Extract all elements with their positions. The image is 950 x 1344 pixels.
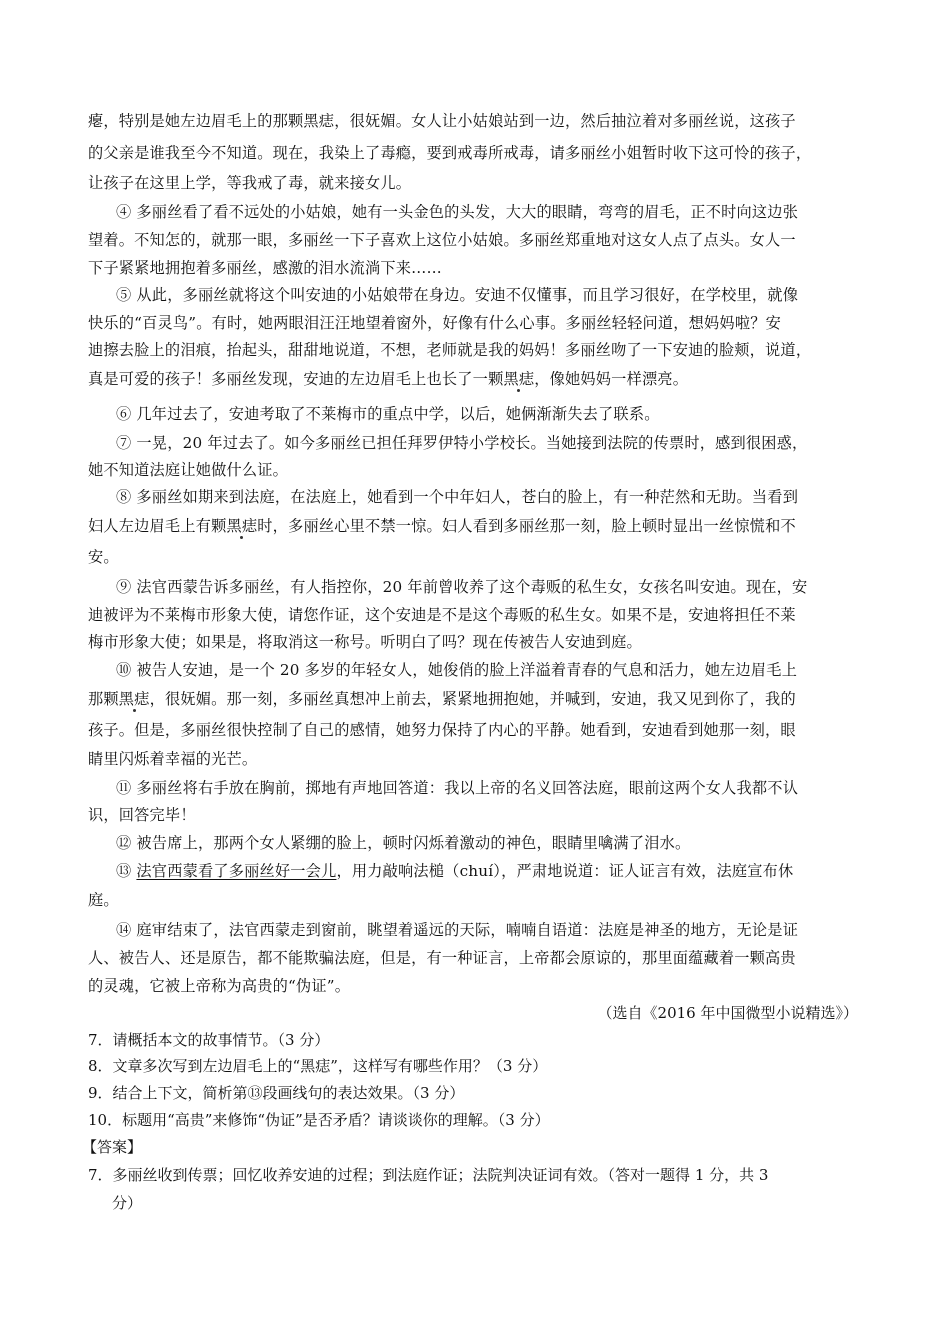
- paragraph-3-line-1: 瘪，特别是她左边眉毛上的那颗黑痣，很妩媚。女人让小姑娘站到一边，然后抽泣着对多丽丝说，这孩子: [88, 112, 796, 130]
- question-9: 9．结合上下文，简析第⑬段画线句的表达效果。（3 分）: [88, 1084, 465, 1102]
- paragraph-8-line-2-text-b: 时，多丽丝心里不禁一惊。妇人看到多丽丝那一刻，脸上顿时显出一丝惊慌和不: [257, 517, 796, 535]
- paragraph-12: ⑫ 被告席上，那两个女人紧绷的脸上，顿时闪烁着激动的神色，眼睛里噙满了泪水。: [116, 834, 691, 852]
- paragraph-10-line-4: 睛里闪烁着幸福的光芒。: [88, 750, 258, 768]
- paragraph-10-line-2: [88, 686, 860, 713]
- paragraph-14-line-2: 人、被告人、还是原告，都不能欺骗法庭，但是，有一种证言，上帝都会原谅的，那里面蕴藏着一颗高贵: [88, 949, 796, 967]
- emphasis-mark-mole: 黑痣: [118, 690, 150, 708]
- question-8: 8．文章多次写到左边眉毛上的“黑痣”，这样写有哪些作用？（3 分）: [88, 1057, 548, 1075]
- paragraph-9-line-1: ⑨ 法官西蒙告诉多丽丝，有人指控你，20 年前曾收养了这个毒贩的私生女，女孩名叫安迪。现在，安: [116, 578, 808, 596]
- paragraph-13-text: ，用力敲响法槌（chuí），严肃地说道：证人证言有效，法庭宣布休: [336, 862, 794, 880]
- answer-7-line-2: 分）: [112, 1194, 143, 1212]
- paragraph-4-line-3: 下子紧紧地拥抱着多丽丝，感激的泪水流淌下来……: [88, 259, 442, 277]
- paragraph-5-line-3: 迪擦去脸上的泪痕，抬起头，甜甜地说道，不想，老师就是我的妈妈！多丽丝吻了一下安迪的脸颊，说道，: [88, 341, 812, 359]
- paragraph-10-line-3: 孩子。但是，多丽丝很快控制了自己的感情，她努力保持了内心的平静。她看到，安迪看到她那一刻，眼: [88, 721, 796, 739]
- emphasis-mark-mole: 黑痣: [226, 517, 258, 535]
- paragraph-5-line-2: 快乐的“百灵鸟”。有时，她两眼泪汪汪地望着窗外，好像有什么心事。多丽丝轻轻问道，想妈妈啦？安: [88, 314, 781, 332]
- paragraph-14-line-1: ⑭ 庭审结束了，法官西蒙走到窗前，眺望着遥远的天际，喃喃自语道：法庭是神圣的地方，无论是证: [116, 921, 799, 939]
- paragraph-14-line-3: 的灵魂，它被上帝称为高贵的“伪证”。: [88, 977, 351, 995]
- paragraph-8-line-2: [88, 513, 860, 540]
- paragraph-9-line-2: 迪被评为不莱梅市形象大使，请您作证，这个安迪是不是这个毒贩的私生女。如果不是，安迪将担任不莱: [88, 606, 796, 624]
- answer-7-line-1: 7．多丽丝收到传票；回忆收养安迪的过程；到法庭作证；法院判决证词有效。（答对一题得 1 分，共 3: [88, 1166, 769, 1184]
- paragraph-7-line-1: ⑦ 一晃，20 年过去了。如今多丽丝已担任拜罗伊特小学校长。当她接到法院的传票时，感到很困惑，: [116, 434, 808, 452]
- paragraph-7-line-2: 她不知道法庭让她做什么证。: [88, 461, 289, 479]
- answer-heading: 【答案】: [82, 1138, 143, 1156]
- paragraph-3-line-2: 的父亲是谁我至今不知道。现在，我染上了毒瘾，要到戒毒所戒毒，请多丽丝小姐暂时收下这可怜的孩子，: [88, 144, 812, 162]
- paragraph-4-line-2: 望着。不知怎的，就那一眼，多丽丝一下子喜欢上这位小姑娘。多丽丝郑重地对这女人点了点头。女人一: [88, 231, 796, 249]
- paragraph-5-line-1: ⑤ 从此，多丽丝就将这个叫安迪的小姑娘带在身边。安迪不仅懂事，而且学习很好，在学校里，就像: [116, 286, 799, 304]
- underlined-sentence: 法官西蒙看了多丽丝好一会儿: [136, 862, 337, 880]
- paragraph-3-line-3: 让孩子在这里上学，等我戒了毒，就来接女儿。: [88, 174, 412, 192]
- emphasis-mark-mole: 黑痣: [503, 370, 535, 388]
- paragraph-13-line-1: [116, 858, 888, 885]
- paragraph-8-line-2-text-a: 妇人左边眉毛上有颗: [88, 517, 227, 535]
- paragraph-4-line-1: ④ 多丽丝看了看不远处的小姑娘，她有一头金色的头发，大大的眼睛，弯弯的眉毛，正不时向这边张: [116, 203, 799, 221]
- paragraph-9-line-3: 梅市形象大使；如果是，将取消这一称号。听明白了吗？现在传被告人安迪到庭。: [88, 633, 642, 651]
- question-7: 7．请概括本文的故事情节。（3 分）: [88, 1031, 330, 1049]
- source-citation: （选自《2016 年中国微型小说精选》）: [597, 1004, 858, 1022]
- paragraph-11-line-2: 识，回答完毕！: [88, 806, 196, 824]
- paragraph-6: ⑥ 几年过去了，安迪考取了不莱梅市的重点中学，以后，她俩渐渐失去了联系。: [116, 405, 660, 423]
- paragraph-8-line-3: 安。: [88, 548, 119, 566]
- paragraph-11-line-1: ⑪ 多丽丝将右手放在胸前，掷地有声地回答道：我以上帝的名义回答法庭，眼前这两个女人我都不认: [116, 779, 799, 797]
- paragraph-13-line-2: 庭。: [88, 891, 119, 909]
- paragraph-8-line-1: ⑧ 多丽丝如期来到法庭，在法庭上，她看到一个中年妇人，苍白的脸上，有一种茫然和无助。当看到: [116, 488, 799, 506]
- paragraph-5-line-4-text-a: 真是可爱的孩子！多丽丝发现，安迪的左边眉毛上也长了一颗: [88, 370, 504, 388]
- paragraph-5-line-4-text-b: ，像她妈妈一样漂亮。: [534, 370, 689, 388]
- paragraph-5-line-4: [88, 366, 860, 393]
- paragraph-10-line-1: ⑩ 被告人安迪，是一个 20 多岁的年轻女人，她俊俏的脸上洋溢着青春的气息和活力，她左边眉毛上: [116, 661, 798, 679]
- paragraph-10-line-2-text-a: 那颗: [88, 690, 119, 708]
- paragraph-10-line-2-text-b: ，很妩媚。那一刻，多丽丝真想冲上前去，紧紧地拥抱她，并喊到，安迪，我又见到你了，我的: [149, 690, 796, 708]
- question-10: 10．标题用“高贵”来修饰“伪证”是否矛盾？请谈谈你的理解。（3 分）: [88, 1111, 550, 1129]
- paragraph-13-number: ⑬: [116, 862, 137, 880]
